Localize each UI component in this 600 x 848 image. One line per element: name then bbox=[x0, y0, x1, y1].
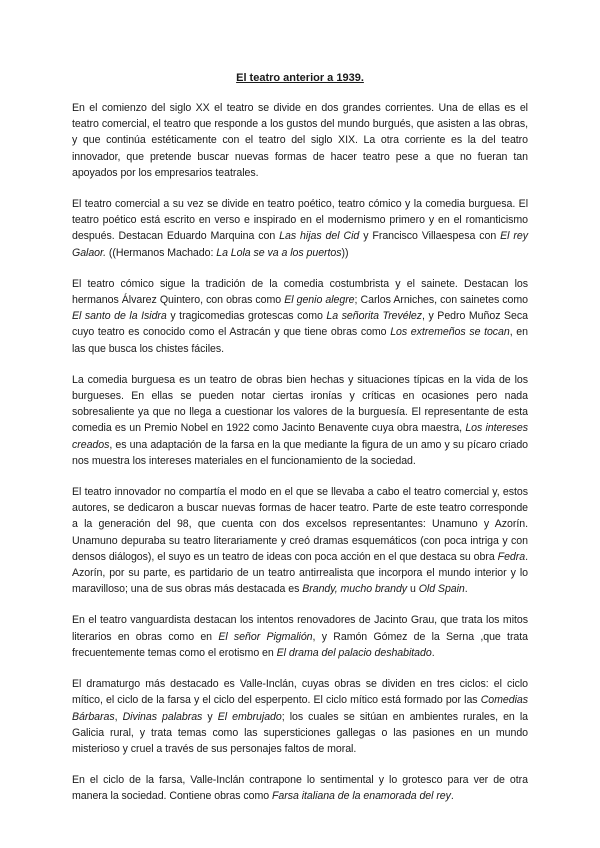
paragraph-valle-inclan bbox=[72, 676, 528, 757]
text-run: El teatro cómico sigue la tradición de la comedia costumbrista y el sainete. Destacan los hermanos Álvarez Quintero, con obras como bbox=[72, 277, 528, 307]
paragraph-teatro-comercial bbox=[72, 196, 528, 261]
text-run: , en las que busca los chistes fáciles. bbox=[72, 326, 528, 355]
work-title: Los intereses creados bbox=[72, 422, 529, 451]
work-title: La Lola se va a los puertos bbox=[216, 246, 342, 259]
work-title: Comedias Bárbaras bbox=[72, 694, 528, 723]
page-title: El teatro anterior a 1939. bbox=[236, 72, 364, 84]
work-title: Fedra bbox=[497, 550, 526, 563]
text-run: . bbox=[431, 646, 435, 659]
text-run: y bbox=[202, 710, 218, 723]
paragraph-teatro-comico bbox=[72, 276, 528, 357]
text-run: , bbox=[114, 710, 123, 723]
paragraph-intro bbox=[72, 100, 528, 181]
work-title: El drama del palacio deshabitado bbox=[276, 646, 432, 659]
paragraph-ciclo-farsa bbox=[72, 772, 528, 804]
text-run: ; los cuales se sitúan en ambientes rurales, en la Galicia rural, y trata temas como las supersticiones gallegas o las pasiones en un mundo misterioso y cruel a través de sus personajes faltos de moral. bbox=[72, 710, 529, 755]
document-body bbox=[72, 100, 528, 820]
text-run: . Azorín, por su parte, es partidario de un teatro antirrealista que incorpora el mundo interior y lo maravilloso; una de sus obras más destacada es bbox=[72, 550, 528, 596]
text-run: ; Carlos Arniches, con sainetes como bbox=[354, 294, 528, 307]
text-run: , es una adaptación de la farsa en la que mediante la figura de un amo y su pícaro criado nos muestra los intereses materiales en el funcionamiento de la sociedad. bbox=[72, 438, 528, 467]
text-run: El teatro comercial a su vez se divide en teatro poético, teatro cómico y la comedia burguesa. El teatro poético está escrito en verso e inspirado en el modernismo primero y en el romanticismo después. Destacan Eduardo Marquina con bbox=[72, 198, 528, 243]
work-title: Old Spain bbox=[418, 583, 465, 596]
work-title: Las hijas del Cid bbox=[279, 230, 360, 243]
work-title: El embrujado bbox=[217, 710, 282, 723]
text-run: El dramaturgo más destacado es Valle-Inclán, cuyas obras se dividen en tres ciclos: el ciclo mítico, el ciclo de la farsa y el ciclo del esperpento. El ciclo mítico está formado por las bbox=[72, 678, 528, 707]
work-title: El genio alegre bbox=[284, 294, 355, 307]
work-title: Brandy, mucho brandy bbox=[302, 583, 408, 596]
work-title: El santo de la Isidra bbox=[72, 310, 167, 323]
work-title: La señorita Trevélez bbox=[326, 310, 422, 323]
text-run: ((Hermanos Machado: bbox=[106, 246, 217, 259]
paragraph-teatro-vanguardista bbox=[72, 612, 528, 661]
text-run: , y Pedro Muñoz Seca cuyo teatro es conocido como el Astracán y que tiene obras como bbox=[72, 310, 528, 339]
work-title: Farsa italiana de la enamorada del rey bbox=[272, 790, 451, 803]
text-run: En el ciclo de la farsa, Valle-Inclán contrapone lo sentimental y lo grotesco para ver de otra manera la sociedad. Contiene obras como bbox=[72, 774, 528, 803]
text-run: En el comienzo del siglo XX el teatro se divide en dos grandes corrientes. Una de ellas es el teatro comercial, el teatro que responde a los gustos del mundo burgués, que asisten a las obras, y que continúa estéticamente con el teatro del siglo XIX. La otra corriente es la del teatro innovador, que pretende buscar nuevas formas de hacer teatro pese a que no fueran tan apoyados por los empresarios teatrales. bbox=[72, 102, 528, 179]
text-run: . bbox=[464, 583, 468, 596]
text-run: El teatro innovador no compartía el modo en el que se llevaba a cabo el teatro comercial y, estos autores, se dedicaron a buscar nuevas formas de hacer teatro. Parte de este teatro corresponde a la generación del 98, que cuenta con dos excelsos representantes: Unamuno y Azorín. Unamuno depuraba su teatro literariamente y creó dramas esquemáticos (con poca intriga y con densos diálogos), el suyo es un teatro de ideas con poca acción en el que destaca su obra bbox=[72, 486, 528, 563]
text-run: En el teatro vanguardista destacan los intentos renovadores de Jacinto Grau, que trata los mitos literarios en obras como en bbox=[72, 614, 528, 643]
paragraph-comedia-burguesa bbox=[72, 372, 528, 469]
text-run: , y Ramón Gómez de la Serna ,que trata frecuentemente temas como el erotismo en bbox=[72, 630, 528, 659]
text-run: y tragicomedias grotescas como bbox=[166, 310, 327, 323]
work-title: Divinas palabras bbox=[122, 710, 203, 723]
paragraph-teatro-innovador bbox=[72, 484, 528, 597]
text-run: La comedia burguesa es un teatro de obras bien hechas y situaciones típicas en la vida de los burgueses. En ellas se pueden notar ciertas ironías y críticas en ocasiones pero nada sobresaliente ya que no llega a cuestionar los valores de la burguesía. El representante de esta comedia es un Premio Nobel en 1922 como Jacinto Benavente cuya obra maestra, bbox=[72, 373, 528, 435]
text-run: u bbox=[407, 583, 419, 596]
text-run: y Francisco Villaespesa con bbox=[359, 230, 501, 243]
work-title: Los extremeños se tocan bbox=[390, 326, 510, 339]
work-title: El señor Pigmalión bbox=[218, 630, 313, 643]
text-run: )) bbox=[341, 246, 349, 259]
work-title: El rey Galaor. bbox=[72, 230, 528, 259]
text-run: . bbox=[450, 790, 454, 803]
